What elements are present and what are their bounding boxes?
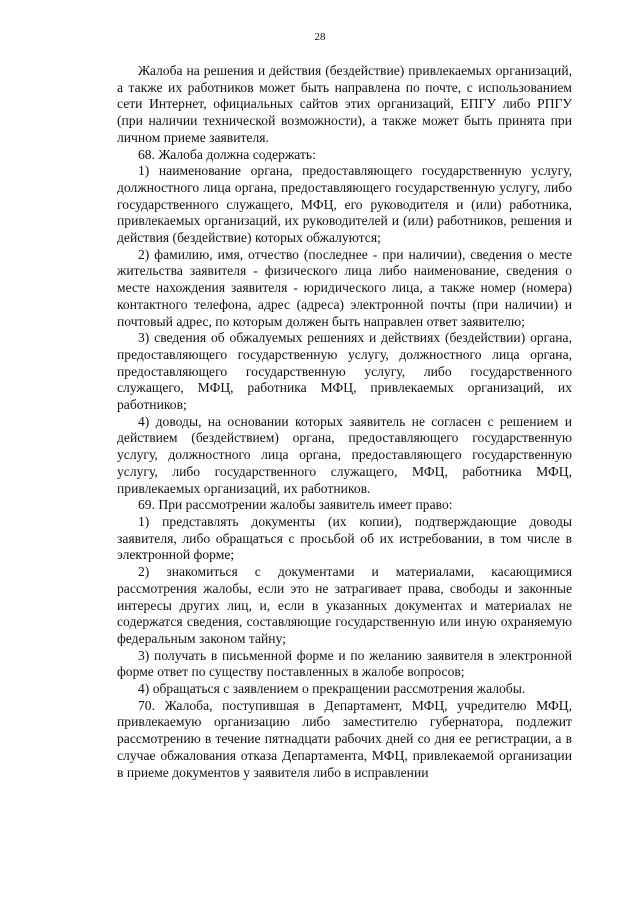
paragraph-69-item-4: 4) обращаться с заявлением о прекращении рассмотрения жалобы.	[138, 681, 526, 697]
page-number: 28	[314, 31, 326, 43]
paragraph-69-item-1: 1) представлять документы (их копии), подтверждающие доводы заявителя, либо обращаться с просьбой об их истребовании, в том числе в электронной форме;	[117, 513, 572, 563]
paragraph-69-item-2: 2) знакомиться с документами и материалами, касающимися рассмотрения жалобы, если это не затрагивает права, свободы и законные интересы других лиц, и, если в указанных документах и материалах не содержатся сведения, составляющие государственную или иную охраняемую федеральным законом тайну;	[117, 564, 572, 646]
paragraph-70: 70. Жалоба, поступившая в Департамент, МФЦ, учредителю МФЦ, привлекаемую организацию либо заместителю губернатора, подлежит рассмотрению в течение пятнадцати рабочих дней со дня ее регистрации, а в случае обжалования отказа Департамента, МФЦ, привлекаемой организации в приеме документов у заявителя либо в исправлении	[117, 697, 572, 780]
paragraph-68-item-2: 2) фамилию, имя, отчество (последнее - при наличии), сведения о месте жительства заявителя - физического лица либо наименование, сведения о месте нахождения заявителя - юридического лица, а также номер (номера) контактного телефона, адрес (адреса) электронной почты (при наличии) и почтовый адрес, по которым должен быть направлен ответ заявителю;	[117, 246, 572, 329]
document-body	[117, 63, 572, 781]
paragraph-68-item-3: 3) сведения об обжалуемых решениях и действиях (бездействии) органа, предоставляющего государственную услугу, должностного лица органа, предоставляющего государственную услугу, либо государственного служащего, МФЦ, работника МФЦ, привлекаемых организаций, их работников;	[117, 330, 572, 413]
paragraph-69-item-3: 3) получать в письменной форме и по желанию заявителя в электронной форме ответ по существу поставленных в жалобе вопросов;	[117, 647, 572, 680]
paragraph-68: 68. Жалоба должна содержать:	[138, 146, 316, 162]
paragraph-68-item-4: 4) доводы, на основании которых заявитель не согласен с решением и действием (бездействием) органа, предоставляющего государственную услугу, должностного лица органа, предоставляющего государственную услугу, либо государственного служащего, МФЦ, работника МФЦ, привлекаемых организаций, их работников.	[117, 413, 572, 496]
paragraph-68-item-1: 1) наименование органа, предоставляющего государственную услугу, должностного лица органа, предоставляющего государственную услугу, либо государственного служащего, МФЦ, его руководителя и (или) работника, привлекаемых организаций, их руководителей и (или) работников, решения и действия (бездействие) которых обжалуются;	[117, 163, 572, 246]
paragraph-intro: Жалоба на решения и действия (бездействие) привлекаемых организаций, а также их работников может быть направлена по почте, с использованием сети Интернет, официальных сайтов этих организаций, ЕПГУ либо РПГУ (при наличии технической возможности), а также может быть принята при личном приеме заявителя.	[117, 63, 572, 145]
paragraph-69: 69. При рассмотрении жалобы заявитель имеет право:	[138, 497, 453, 513]
